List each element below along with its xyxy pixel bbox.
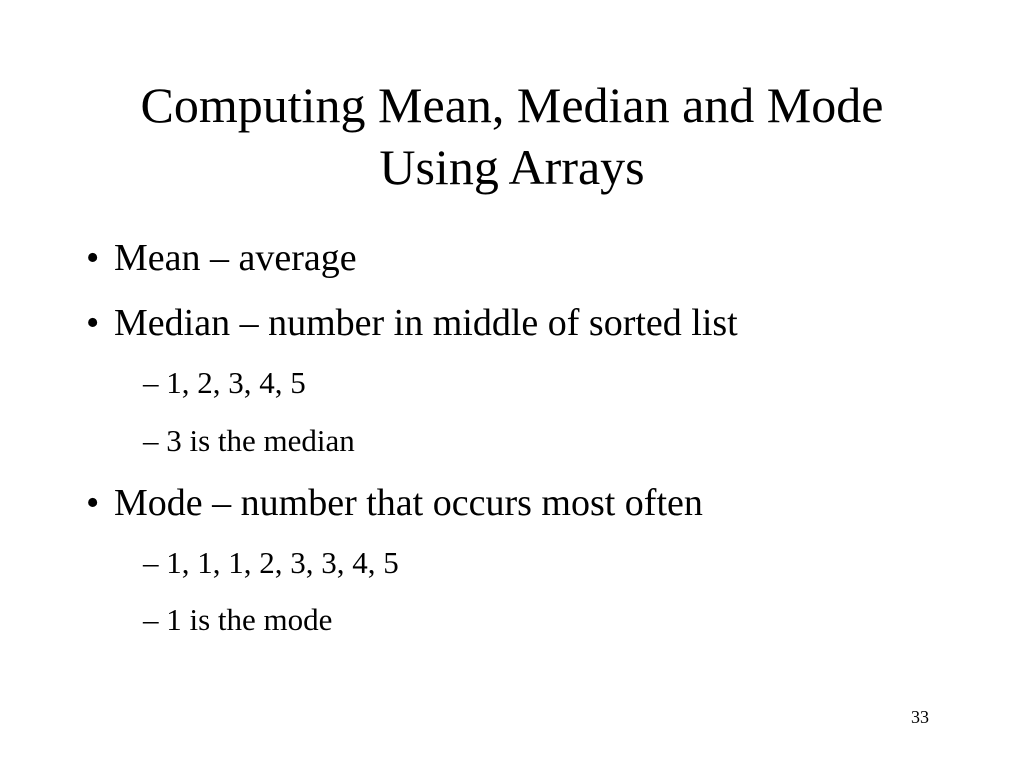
bullet-mode — [86, 481, 703, 525]
bullet-mark: • — [86, 482, 100, 524]
bullet-mean — [86, 236, 357, 280]
bullet-mark: • — [86, 302, 100, 344]
bullet-median — [86, 301, 738, 345]
slide-title-line-2: Using Arrays — [379, 139, 645, 195]
bullet-text: Mode – number that occurs most often — [114, 482, 703, 524]
bullet-text: Median – number in middle of sorted list — [114, 302, 738, 344]
sub-bullet-mode-result: – 1 is the mode — [143, 602, 333, 637]
bullet-mark: • — [86, 237, 100, 279]
slide-title-line-1: Computing Mean, Median and Mode — [140, 77, 884, 133]
sub-bullet-median-example: – 1, 2, 3, 4, 5 — [143, 365, 306, 400]
bullet-text: Mean – average — [114, 237, 357, 279]
slide-title — [40, 74, 984, 198]
page-number: 33 — [911, 707, 929, 727]
sub-bullet-mode-example: – 1, 1, 1, 2, 3, 3, 4, 5 — [143, 545, 399, 580]
sub-bullet-median-result: – 3 is the median — [143, 423, 355, 458]
